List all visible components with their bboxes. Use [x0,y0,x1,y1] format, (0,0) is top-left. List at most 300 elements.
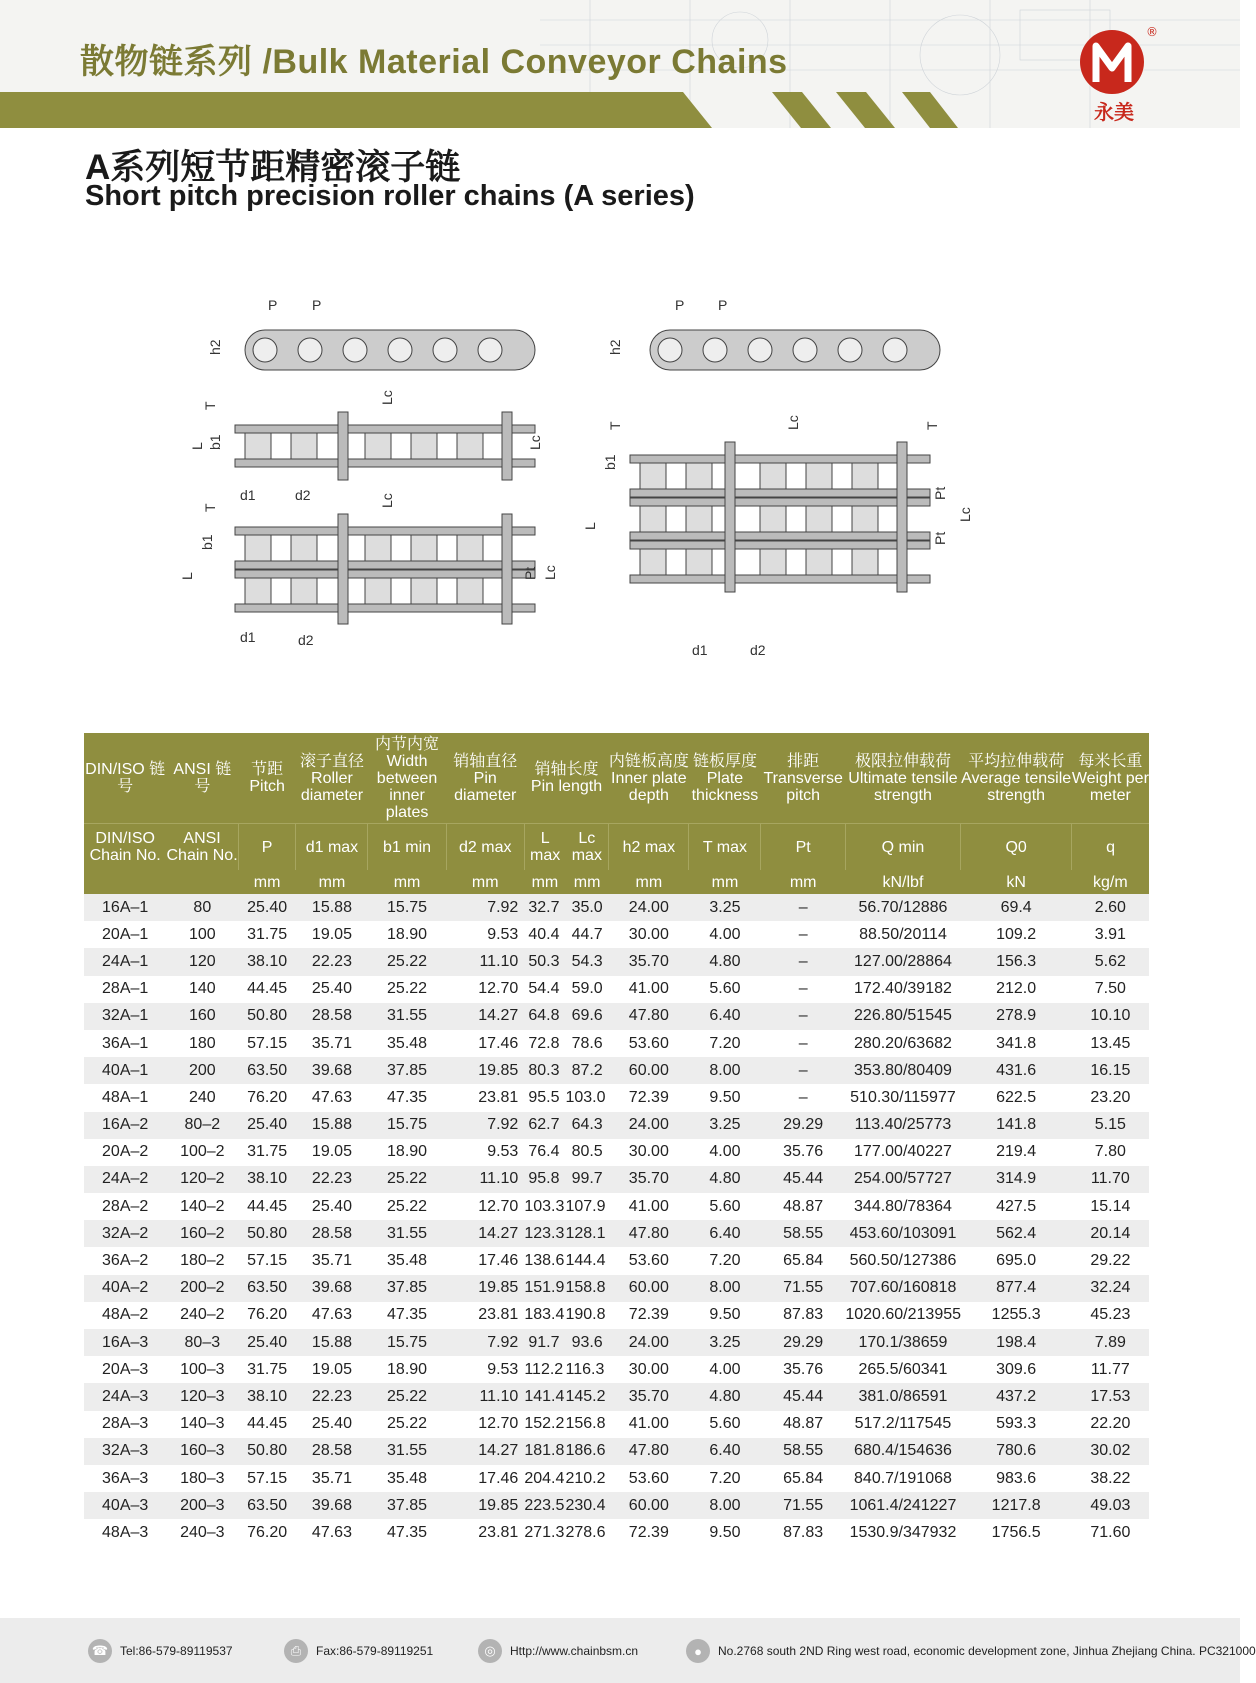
table-cell: 172.40/39182 [845,976,960,1003]
table-cell: 13.45 [1072,1030,1149,1057]
table-cell: 35.71 [296,1465,368,1492]
table-cell: 1530.9/347932 [845,1519,960,1546]
table-cell: 28.58 [296,1003,368,1030]
table-cell: 22.23 [296,1166,368,1193]
table-cell: 25.22 [368,976,446,1003]
table-cell: 707.60/160818 [845,1275,960,1302]
symbol-cell: q [1072,824,1149,871]
table-cell: 78.6 [565,1030,608,1057]
table-cell: 11.10 [446,1166,524,1193]
table-cell: 40A–2 [84,1275,166,1302]
table-cell: 44.45 [238,976,296,1003]
table-cell: 31.75 [238,921,296,948]
table-cell: 5.62 [1072,948,1149,975]
table-cell: 71.55 [761,1492,845,1519]
table-cell: 41.00 [609,976,689,1003]
table-cell: 25.22 [368,1383,446,1410]
table-row [84,1356,1149,1383]
table-cell: 28.58 [296,1438,368,1465]
label-p: P [312,297,322,313]
table-cell: 25.40 [296,1411,368,1438]
table-cell: 9.50 [689,1519,761,1546]
table-row [84,1112,1149,1139]
label-t: T [202,401,218,410]
table-cell: 35.76 [761,1139,845,1166]
table-cell: 5.15 [1072,1112,1149,1139]
symbol-cell: b1 min [368,824,446,871]
table-cell: 240–2 [166,1302,238,1329]
unit-cell: mm [368,870,446,894]
table-cell: – [761,1003,845,1030]
label-p: P [718,297,728,313]
table-cell: 59.0 [565,976,608,1003]
table-cell: 344.80/78364 [845,1193,960,1220]
table-cell: 50.80 [238,1003,296,1030]
footer-tel: ☎ Tel:86-579-89119537 [88,1639,233,1663]
table-cell: – [761,1084,845,1111]
table-cell: 88.50/20114 [845,921,960,948]
table-cell: 31.55 [368,1003,446,1030]
table-cell: 12.70 [446,976,524,1003]
table-cell: 22.23 [296,948,368,975]
table-cell: 95.8 [524,1166,565,1193]
table-cell: 57.15 [238,1030,296,1057]
table-row [84,921,1149,948]
label-l: L [582,522,598,530]
table-cell: 28A–2 [84,1193,166,1220]
page-title-en: Short pitch precision roller chains (A series) [85,180,695,212]
location-icon: ● [686,1639,710,1663]
table-cell: 1217.8 [961,1492,1072,1519]
table-cell: 64.3 [565,1112,608,1139]
table-cell: 47.80 [609,1003,689,1030]
table-cell: 28.58 [296,1220,368,1247]
table-cell: 510.30/115977 [845,1084,960,1111]
table-cell: 431.6 [961,1057,1072,1084]
table-cell: 32A–1 [84,1003,166,1030]
table-cell: 127.00/28864 [845,948,960,975]
table-cell: 25.40 [296,976,368,1003]
table-cell: 381.0/86591 [845,1383,960,1410]
table-cell: 38.10 [238,1383,296,1410]
header-cell: 链板厚度 Plate thickness [689,733,761,824]
table-cell: 44.45 [238,1193,296,1220]
table-cell: 62.7 [524,1112,565,1139]
table-cell: 19.85 [446,1492,524,1519]
table-cell: 240–3 [166,1519,238,1546]
table-cell: 18.90 [368,921,446,948]
table-cell: 32.24 [1072,1275,1149,1302]
table-cell: 219.4 [961,1139,1072,1166]
table-cell: 24.00 [609,1112,689,1139]
header-cell: 内链板高度 Inner plate depth [609,733,689,824]
table-cell: 93.6 [565,1329,608,1356]
table-cell: 562.4 [961,1220,1072,1247]
table-cell: 1255.3 [961,1302,1072,1329]
table-cell: 7.50 [1072,976,1149,1003]
table-cell: 69.6 [565,1003,608,1030]
table-row [84,1057,1149,1084]
table-cell: 3.25 [689,1112,761,1139]
table-cell: 91.7 [524,1329,565,1356]
table-cell: 63.50 [238,1492,296,1519]
table-cell: 80 [166,894,238,921]
table-cell: 156.3 [961,948,1072,975]
table-cell: 76.20 [238,1302,296,1329]
unit-cell: kN [961,870,1072,894]
table-cell: 80.5 [565,1139,608,1166]
table-cell: 1061.4/241227 [845,1492,960,1519]
table-row [84,1166,1149,1193]
table-cell: 183.4 [524,1302,565,1329]
table-cell: 9.53 [446,921,524,948]
table-cell: 212.0 [961,976,1072,1003]
unit-cell: mm [609,870,689,894]
table-cell: 622.5 [961,1084,1072,1111]
table-cell: 24.00 [609,1329,689,1356]
table-cell: 15.75 [368,894,446,921]
table-cell: 87.83 [761,1302,845,1329]
table-cell: 54.3 [565,948,608,975]
table-cell: 35.76 [761,1356,845,1383]
table-cell: 983.6 [961,1465,1072,1492]
table-cell: 14.27 [446,1438,524,1465]
table-cell: 17.53 [1072,1383,1149,1410]
table-row [84,1030,1149,1057]
table-cell: 37.85 [368,1275,446,1302]
table-cell: 254.00/57727 [845,1166,960,1193]
table-row [84,1139,1149,1166]
table-cell: 29.22 [1072,1247,1149,1274]
table-cell: 152.2 [524,1411,565,1438]
table-cell: 6.40 [689,1220,761,1247]
table-cell: 31.75 [238,1139,296,1166]
table-cell: 3.25 [689,1329,761,1356]
table-cell: 39.68 [296,1492,368,1519]
table-cell: 41.00 [609,1193,689,1220]
table-cell: 57.15 [238,1465,296,1492]
table-cell: 16.15 [1072,1057,1149,1084]
table-cell: 144.4 [565,1247,608,1274]
table-cell: 22.23 [296,1383,368,1410]
chain-diagram [179,297,1060,700]
table-cell: 138.6 [524,1247,565,1274]
table-cell: 4.80 [689,948,761,975]
unit-cell: kN/lbf [845,870,960,894]
table-cell: 60.00 [609,1057,689,1084]
table-cell: 120–3 [166,1383,238,1410]
table-cell: 453.60/103091 [845,1220,960,1247]
spec-table-body [84,894,1149,1547]
label-p: P [675,297,685,313]
table-row [84,1519,1149,1546]
table-cell: 437.2 [961,1383,1072,1410]
table-cell: 341.8 [961,1030,1072,1057]
table-cell: 180–2 [166,1247,238,1274]
table-cell: 35.71 [296,1030,368,1057]
table-cell: 11.70 [1072,1166,1149,1193]
table-cell: 15.75 [368,1112,446,1139]
table-cell: – [761,976,845,1003]
table-cell: 7.92 [446,1329,524,1356]
table-cell: 3.25 [689,894,761,921]
table-cell: 71.60 [1072,1519,1149,1546]
table-cell: 140 [166,976,238,1003]
table-cell: 31.75 [238,1356,296,1383]
table-cell: – [761,1030,845,1057]
header-cell: 销轴直径 Pin diameter [446,733,524,824]
table-cell: 48A–3 [84,1519,166,1546]
table-cell: 5.60 [689,1193,761,1220]
table-cell: 107.9 [565,1193,608,1220]
symbol-cell: d1 max [296,824,368,871]
table-cell: 7.20 [689,1030,761,1057]
table-cell: 265.5/60341 [845,1356,960,1383]
table-cell: 230.4 [565,1492,608,1519]
table-cell: 7.89 [1072,1329,1149,1356]
table-cell: 28A–1 [84,976,166,1003]
table-cell: 7.80 [1072,1139,1149,1166]
label-d1: d1 [692,642,708,658]
table-cell: 69.4 [961,894,1072,921]
table-row [84,1275,1149,1302]
label-b1: b1 [199,534,215,550]
table-cell: 35.0 [565,894,608,921]
table-cell: 12.70 [446,1411,524,1438]
table-cell: 23.81 [446,1084,524,1111]
table-cell: 47.80 [609,1438,689,1465]
table-cell: 99.7 [565,1166,608,1193]
table-cell: 198.4 [961,1329,1072,1356]
table-cell: 47.63 [296,1519,368,1546]
unit-cell: mm [565,870,608,894]
table-cell: 123.3 [524,1220,565,1247]
table-cell: – [761,1057,845,1084]
unit-cell: mm [238,870,296,894]
footer-fax: ⎙ Fax:86-579-89119251 [284,1639,433,1663]
table-cell: 25.40 [238,1329,296,1356]
table-cell: 49.03 [1072,1492,1149,1519]
table-row [84,1220,1149,1247]
table-row [84,948,1149,975]
table-cell: 7.92 [446,1112,524,1139]
table-cell: 4.00 [689,921,761,948]
table-cell: 72.39 [609,1084,689,1111]
table-cell: 47.35 [368,1302,446,1329]
table-cell: 9.53 [446,1356,524,1383]
header-band [0,92,1240,128]
table-cell: 314.9 [961,1166,1072,1193]
table-cell: 53.60 [609,1030,689,1057]
table-row [84,1247,1149,1274]
page-header [0,0,1240,128]
table-cell: 25.22 [368,1193,446,1220]
header-cell: 滚子直径 Roller diameter [296,733,368,824]
table-cell: 25.22 [368,1411,446,1438]
table-cell: 47.80 [609,1220,689,1247]
table-cell: 29.29 [761,1329,845,1356]
table-cell: 41.00 [609,1411,689,1438]
table-cell: 44.45 [238,1411,296,1438]
table-cell: 18.90 [368,1356,446,1383]
label-pt: Pt [932,486,948,500]
table-cell: 50.80 [238,1438,296,1465]
symbol-cell: ANSI Chain No. [166,824,238,871]
table-cell: 30.00 [609,1356,689,1383]
symbol-cell: DIN/ISO Chain No. [84,824,166,871]
table-row [84,1411,1149,1438]
table-cell: 4.80 [689,1383,761,1410]
page-footer [0,1618,1256,1683]
table-cell: 14.27 [446,1220,524,1247]
table-cell: 24.00 [609,894,689,921]
label-t: T [202,503,218,512]
label-lc: Lc [542,565,558,580]
table-cell: 140–3 [166,1411,238,1438]
table-cell: 140–2 [166,1193,238,1220]
table-cell: – [761,921,845,948]
table-cell: 45.44 [761,1166,845,1193]
label-lc: Lc [379,390,395,405]
table-row [84,1492,1149,1519]
table-cell: 80–3 [166,1329,238,1356]
table-cell: 177.00/40227 [845,1139,960,1166]
symbol-cell: h2 max [609,824,689,871]
table-cell: 19.85 [446,1275,524,1302]
table-cell: 35.48 [368,1465,446,1492]
table-cell: 56.70/12886 [845,894,960,921]
table-cell: 47.35 [368,1084,446,1111]
table-cell: 7.20 [689,1465,761,1492]
table-cell: 280.20/63682 [845,1030,960,1057]
table-cell: 160–3 [166,1438,238,1465]
table-cell: 37.85 [368,1057,446,1084]
table-row [84,1329,1149,1356]
table-cell: 32A–2 [84,1220,166,1247]
table-row [84,1383,1149,1410]
table-cell: 180–3 [166,1465,238,1492]
table-cell: 30.00 [609,1139,689,1166]
table-cell: 695.0 [961,1247,1072,1274]
table-cell: 103.3 [524,1193,565,1220]
table-cell: 18.90 [368,1139,446,1166]
label-d1: d1 [240,629,256,645]
table-cell: 25.40 [238,894,296,921]
table-cell: 158.8 [565,1275,608,1302]
table-cell: 17.46 [446,1030,524,1057]
unit-cell [84,870,166,894]
symbol-cell: L max [524,824,565,871]
table-cell: 5.60 [689,1411,761,1438]
table-cell: 1756.5 [961,1519,1072,1546]
table-cell: 65.84 [761,1247,845,1274]
table-cell: 100 [166,921,238,948]
table-cell: 145.2 [565,1383,608,1410]
table-cell: 15.88 [296,1329,368,1356]
table-cell: 15.14 [1072,1193,1149,1220]
table-cell: 24A–3 [84,1383,166,1410]
brand-name: 永美 [1094,102,1134,124]
table-cell: 22.20 [1072,1411,1149,1438]
table-cell: 11.10 [446,1383,524,1410]
table-cell: 4.00 [689,1356,761,1383]
table-cell: 95.5 [524,1084,565,1111]
table-cell: 23.81 [446,1519,524,1546]
table-cell: 141.4 [524,1383,565,1410]
table-cell: 40A–3 [84,1492,166,1519]
table-cell: 5.60 [689,976,761,1003]
table-cell: 20A–1 [84,921,166,948]
table-cell: 38.10 [238,948,296,975]
table-cell: 50.80 [238,1220,296,1247]
table-cell: 151.9 [524,1275,565,1302]
symbol-cell: Lc max [565,824,608,871]
table-cell: 76.4 [524,1139,565,1166]
table-cell: 35.48 [368,1030,446,1057]
table-cell: 160 [166,1003,238,1030]
table-cell: 53.60 [609,1247,689,1274]
unit-cell [166,870,238,894]
table-cell: 593.3 [961,1411,1072,1438]
label-t: T [607,421,623,430]
unit-cell: mm [524,870,565,894]
table-cell: 72.39 [609,1302,689,1329]
table-cell: 58.55 [761,1220,845,1247]
label-t: T [924,421,940,430]
symbol-cell: Q min [845,824,960,871]
table-cell: 8.00 [689,1492,761,1519]
table-cell: 240 [166,1084,238,1111]
table-cell: 103.0 [565,1084,608,1111]
table-cell: 40.4 [524,921,565,948]
footer-web[interactable]: ◎ Http://www.chainbsm.cn [478,1639,638,1663]
table-cell: 112.2 [524,1356,565,1383]
label-lc: Lc [957,507,973,522]
label-l: L [179,572,195,580]
table-cell: 60.00 [609,1492,689,1519]
table-cell: 517.2/117545 [845,1411,960,1438]
table-row [84,1438,1149,1465]
label-b1: b1 [602,454,618,470]
table-cell: 271.3 [524,1519,565,1546]
table-cell: 12.70 [446,1193,524,1220]
table-cell: 30.02 [1072,1438,1149,1465]
table-cell: 186.6 [565,1438,608,1465]
table-cell: 64.8 [524,1003,565,1030]
table-cell: 7.92 [446,894,524,921]
table-row [84,976,1149,1003]
label-d2: d2 [750,642,766,658]
table-cell: 680.4/154636 [845,1438,960,1465]
table-cell: 120–2 [166,1166,238,1193]
table-cell: 80–2 [166,1112,238,1139]
table-cell: 20.14 [1072,1220,1149,1247]
table-cell: 15.75 [368,1329,446,1356]
unit-cell: mm [689,870,761,894]
table-cell: 156.8 [565,1411,608,1438]
header-cell: 平均拉伸载荷 Average tensile strength [961,733,1072,824]
table-cell: 100–3 [166,1356,238,1383]
table-cell: 39.68 [296,1275,368,1302]
label-pt: Pt [932,531,948,545]
table-cell: 128.1 [565,1220,608,1247]
table-cell: 4.80 [689,1166,761,1193]
table-cell: 53.60 [609,1465,689,1492]
unit-cell: mm [296,870,368,894]
table-cell: 9.50 [689,1302,761,1329]
table-cell: 2.60 [1072,894,1149,921]
table-cell: 9.50 [689,1084,761,1111]
